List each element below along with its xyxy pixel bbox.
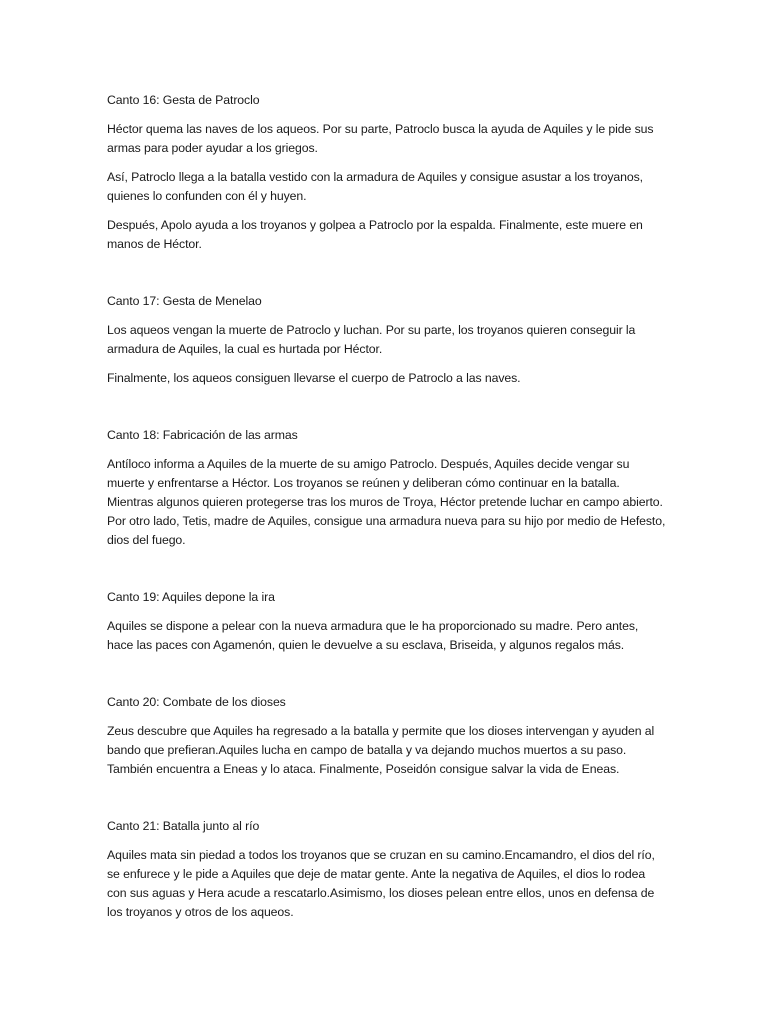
section-spacer (107, 264, 667, 292)
section-spacer (107, 560, 667, 588)
section-spacer (107, 398, 667, 426)
section-heading: Canto 21: Batalla junto al río (107, 819, 260, 833)
canto-18-section (107, 426, 667, 550)
section-paragraph: Finalmente, los aqueos consiguen llevarse el cuerpo de Patroclo a las naves. (107, 371, 521, 385)
section-heading: Canto 17: Gesta de Menelao (107, 294, 262, 308)
section-paragraph: Aquiles mata sin piedad a todos los troyanos que se cruzan en su camino.Encamandro, el dios del río, se enfurece y le pide a Aquiles que deje de matar gente. Ante la negativa de Aquiles, el dios lo rodea con sus aguas y Hera acude a rescatarlo.Asimismo, los dioses pelean entre ellos, unos en defensa de los troyanos y otros de los aqueos. (107, 848, 655, 919)
canto-21-section (107, 817, 667, 922)
canto-19-section (107, 588, 667, 655)
section-paragraph: Después, Apolo ayuda a los troyanos y golpea a Patroclo por la espalda. Finalmente, este muere en manos de Héctor. (107, 218, 643, 251)
section-spacer (107, 789, 667, 817)
section-paragraph: Zeus descubre que Aquiles ha regresado a la batalla y permite que los dioses intervengan y ayuden al bando que prefieran.Aquiles lucha en campo de batalla y va dejando muchos muertos a su paso. También encuentra a Eneas y lo ataca. Finalmente, Poseidón consigue salvar la vida de Eneas. (107, 724, 655, 776)
canto-17-section (107, 292, 667, 388)
section-heading: Canto 20: Combate de los dioses (107, 695, 286, 709)
section-paragraph: Así, Patroclo llega a la batalla vestido con la armadura de Aquiles y consigue asustar a los troyanos, quienes lo confunden con él y huyen. (107, 170, 643, 203)
document-page (107, 91, 667, 932)
canto-16-section (107, 91, 667, 254)
section-heading: Canto 16: Gesta de Patroclo (107, 93, 260, 107)
section-paragraph: Los aqueos vengan la muerte de Patroclo y luchan. Por su parte, los troyanos quieren conseguir la armadura de Aquiles, la cual es hurtada por Héctor. (107, 323, 636, 356)
section-paragraph: Antíloco informa a Aquiles de la muerte de su amigo Patroclo. Después, Aquiles decide vengar su muerte y enfrentarse a Héctor. Los troyanos se reúnen y deliberan cómo continuar en la batalla. Mientras algunos quieren protegerse tras los muros de Troya, Héctor pretende luchar en campo abierto. Por otro lado, Tetis, madre de Aquiles, consigue una armadura nueva para su hijo por medio de Hefesto, dios del fuego. (107, 457, 666, 547)
section-heading: Canto 18: Fabricación de las armas (107, 428, 298, 442)
canto-20-section (107, 693, 667, 779)
section-spacer (107, 665, 667, 693)
section-paragraph: Héctor quema las naves de los aqueos. Por su parte, Patroclo busca la ayuda de Aquiles y le pide sus armas para poder ayudar a los griegos. (107, 122, 654, 155)
section-paragraph: Aquiles se dispone a pelear con la nueva armadura que le ha proporcionado su madre. Pero antes, hace las paces con Agamenón, quien le devuelve a su esclava, Briseida, y algunos regalos más. (107, 619, 639, 652)
section-heading: Canto 19: Aquiles depone la ira (107, 590, 275, 604)
